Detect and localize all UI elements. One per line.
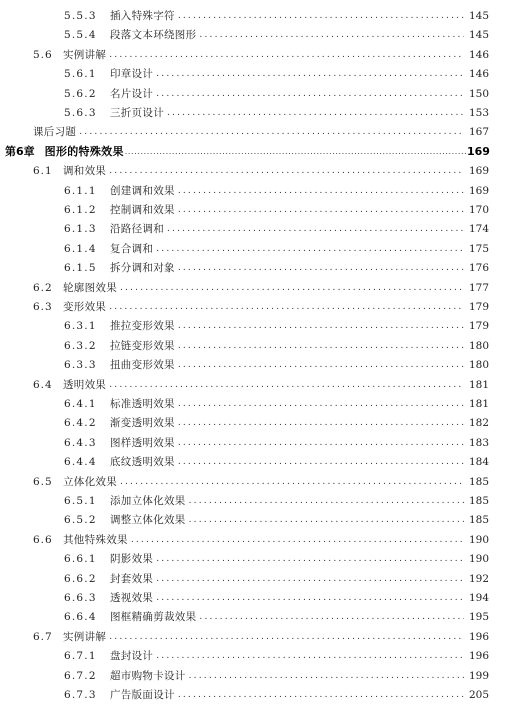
section-entry [33, 628, 489, 646]
entry-title: 图形的特殊效果 [44, 144, 124, 158]
entry-title: 控制调和效果 [110, 204, 175, 216]
dot-leader [178, 395, 464, 413]
entry-number: 6.3.2 [64, 339, 97, 352]
entry-number: 6.1.3 [64, 223, 97, 236]
dot-leader [120, 279, 464, 297]
entry-number: 6.5.2 [64, 514, 97, 527]
subsection-entry [64, 356, 489, 374]
entry-page-number: 180 [468, 339, 489, 352]
entry-number: 6.4.1 [64, 398, 97, 410]
dot-leader [178, 434, 464, 452]
entry-page-number: 190 [468, 553, 489, 566]
subsection-entry [64, 647, 489, 665]
entry-title: 封套效果 [110, 572, 154, 585]
entry-number: 6.7.1 [64, 650, 97, 663]
entry-title: 沿路径调和 [110, 223, 164, 236]
subsection-entry [64, 511, 489, 529]
dot-leader [156, 647, 464, 665]
dot-leader [79, 123, 464, 141]
entry-page-number: 174 [468, 223, 489, 236]
entry-page-number: 150 [468, 87, 489, 100]
entry-number: 6.5.1 [64, 495, 97, 507]
dot-leader [189, 511, 464, 529]
entry-page-number: 169 [468, 165, 489, 178]
section-entry [33, 473, 489, 491]
entry-page-number: 176 [468, 262, 489, 275]
dot-leader [178, 201, 464, 219]
entry-page-number: 196 [468, 650, 489, 663]
subsection-entry [64, 434, 489, 452]
entry-page-number: 181 [468, 378, 489, 391]
entry-number: 6.3 [33, 301, 53, 313]
chapter-entry [5, 143, 489, 161]
entry-title: 拆分调和对象 [110, 262, 175, 275]
subsection-entry [64, 589, 489, 607]
entry-title: 创建调和效果 [110, 184, 175, 197]
entry-number: 5.5.4 [64, 29, 97, 42]
entry-page-number: 179 [468, 301, 489, 313]
section-entry [33, 298, 489, 316]
entry-number: 6.4.2 [64, 417, 97, 430]
entry-title: 扭曲变形效果 [110, 359, 175, 372]
dot-leader [109, 46, 464, 64]
subsection-entry [64, 220, 489, 238]
entry-title: 推拉变形效果 [110, 320, 175, 333]
dot-leader [178, 259, 464, 277]
entry-page-number: 183 [468, 436, 489, 449]
subsection-entry [64, 395, 489, 413]
entry-number: 6.7.3 [64, 689, 97, 701]
subsection-entry [64, 337, 489, 355]
subsection-entry [64, 201, 489, 219]
dot-leader [167, 104, 464, 122]
entry-number: 6.4.3 [64, 436, 97, 449]
dot-leader [109, 298, 464, 316]
entry-number: 6.2 [33, 281, 53, 294]
entry-title: 段落文本环绕图形 [110, 29, 197, 42]
subsection-entry [64, 85, 489, 103]
entry-title: 调整立体化效果 [110, 514, 186, 527]
section-entry [33, 376, 489, 394]
dot-leader [156, 85, 464, 103]
entry-number: 5.6.2 [64, 87, 97, 100]
entry-title: 添加立体化效果 [110, 495, 186, 507]
subsection-entry [64, 317, 489, 335]
dot-leader [156, 589, 464, 607]
entry-number: 6.1.1 [64, 184, 97, 197]
subsection-entry [64, 667, 489, 685]
entry-number: 6.4 [33, 378, 53, 391]
entry-title: 图框精确剪裁效果 [110, 611, 197, 624]
entry-number: 6.1 [33, 165, 53, 178]
dot-leader [156, 550, 464, 568]
dot-leader [156, 570, 464, 588]
entry-page-number: 145 [468, 10, 489, 22]
dot-leader [199, 608, 464, 626]
dot-leader [120, 473, 464, 491]
entry-number: 6.7 [33, 630, 53, 643]
entry-title: 阴影效果 [110, 553, 154, 566]
entry-page-number: 179 [468, 320, 489, 333]
entry-page-number: 146 [468, 48, 489, 61]
entry-title: 拉链变形效果 [110, 339, 175, 352]
entry-page-number: 175 [468, 242, 489, 255]
entry-page-number: 169 [468, 184, 489, 197]
dot-leader [189, 667, 464, 685]
entry-title: 变形效果 [63, 301, 107, 313]
entry-title: 复合调和 [110, 242, 154, 255]
entry-title: 超市购物卡设计 [110, 669, 186, 682]
section-entry [33, 46, 489, 64]
subsection-entry [64, 7, 489, 25]
entry-title: 实例讲解 [63, 48, 107, 61]
entry-page-number: 153 [468, 107, 489, 119]
entry-page-number: 177 [468, 281, 489, 294]
dot-leader [178, 182, 464, 200]
subsection-entry [64, 550, 489, 568]
entry-number: 6.3.1 [64, 320, 97, 333]
dot-leader [109, 162, 464, 180]
entry-number: 6.6.4 [64, 611, 97, 624]
dot-leader [178, 356, 464, 374]
entry-number: 5.6 [33, 48, 53, 61]
entry-page-number: 184 [468, 456, 489, 469]
dot-leader [131, 531, 464, 549]
dot-leader [178, 7, 464, 25]
subsection-entry [64, 259, 489, 277]
entry-page-number: 167 [468, 126, 489, 139]
entry-page-number: 146 [468, 68, 489, 81]
entry-number: 6.7.2 [64, 669, 97, 682]
dot-leader [109, 376, 464, 394]
entry-number: 6.1.5 [64, 262, 97, 275]
dot-leader [156, 240, 464, 258]
entry-page-number: 195 [468, 611, 489, 624]
entry-page-number: 170 [468, 204, 489, 216]
entry-number: 6.6.2 [64, 572, 97, 585]
entry-number: 5.5.3 [64, 10, 97, 22]
entry-title: 插入特殊字符 [110, 10, 175, 22]
dot-leader [178, 686, 464, 704]
entry-title: 图样透明效果 [110, 436, 175, 449]
entry-number: 6.1.4 [64, 242, 97, 255]
entry-title: 立体化效果 [63, 475, 117, 488]
entry-number: 6.6.3 [64, 592, 97, 604]
subsection-entry [64, 26, 489, 44]
entry-title: 渐变透明效果 [110, 417, 175, 430]
entry-title: 广告版面设计 [110, 689, 175, 701]
entry-number: 第6章 [5, 144, 35, 158]
entry-title: 盘封设计 [110, 650, 154, 663]
entry-title: 其他特殊效果 [63, 533, 128, 546]
dot-leader [199, 26, 464, 44]
entry-page-number: 199 [468, 669, 489, 682]
entry-number: 5.6.3 [64, 107, 97, 119]
subsection-entry [64, 240, 489, 258]
subsection-entry [64, 104, 489, 122]
subsection-entry [64, 414, 489, 432]
entry-page-number: 181 [468, 398, 489, 410]
entry-title: 名片设计 [110, 87, 154, 100]
entry-page-number: 194 [468, 592, 489, 604]
entry-number: 6.4.4 [64, 456, 97, 469]
entry-title: 调和效果 [63, 165, 107, 178]
entry-page-number: 145 [468, 29, 489, 42]
entry-title: 实例讲解 [63, 630, 107, 643]
entry-title: 轮廓图效果 [63, 281, 117, 294]
subsection-entry [64, 570, 489, 588]
entry-title: 课后习题 [33, 126, 77, 139]
dot-leader [178, 414, 464, 432]
subsection-entry [64, 608, 489, 626]
subsection-entry [64, 182, 489, 200]
entry-title: 三折页设计 [110, 107, 164, 119]
dot-leader [109, 628, 464, 646]
entry-number: 6.5 [33, 475, 53, 488]
subsection-entry [64, 453, 489, 471]
section-entry [33, 531, 489, 549]
dot-leader [125, 143, 466, 161]
entry-number: 6.6 [33, 533, 53, 546]
entry-title: 标准透明效果 [110, 398, 175, 410]
entry-page-number: 185 [468, 514, 489, 527]
section-entry [33, 162, 489, 180]
dot-leader [178, 337, 464, 355]
dot-leader [189, 492, 464, 510]
entry-title: 透视效果 [110, 592, 154, 604]
exercise-entry [33, 123, 489, 141]
entry-page-number: 182 [468, 417, 489, 430]
dot-leader [167, 220, 464, 238]
entry-title: 底纹透明效果 [110, 456, 175, 469]
entry-number: 5.6.1 [64, 68, 97, 81]
entry-page-number: 185 [468, 475, 489, 488]
entry-page-number: 180 [468, 359, 489, 372]
subsection-entry [64, 492, 489, 510]
dot-leader [156, 65, 464, 83]
entry-page-number: 169 [467, 144, 490, 158]
entry-number: 6.1.2 [64, 204, 97, 216]
dot-leader [178, 317, 464, 335]
subsection-entry [64, 686, 489, 704]
entry-page-number: 185 [468, 495, 489, 507]
entry-number: 6.6.1 [64, 553, 97, 566]
entry-page-number: 205 [468, 689, 489, 701]
entry-page-number: 196 [468, 630, 489, 643]
entry-page-number: 192 [468, 572, 489, 585]
subsection-entry [64, 65, 489, 83]
entry-page-number: 190 [468, 533, 489, 546]
section-entry [33, 279, 489, 297]
dot-leader [178, 453, 464, 471]
entry-number: 6.3.3 [64, 359, 97, 372]
entry-title: 透明效果 [63, 378, 107, 391]
entry-title: 印章设计 [110, 68, 154, 81]
